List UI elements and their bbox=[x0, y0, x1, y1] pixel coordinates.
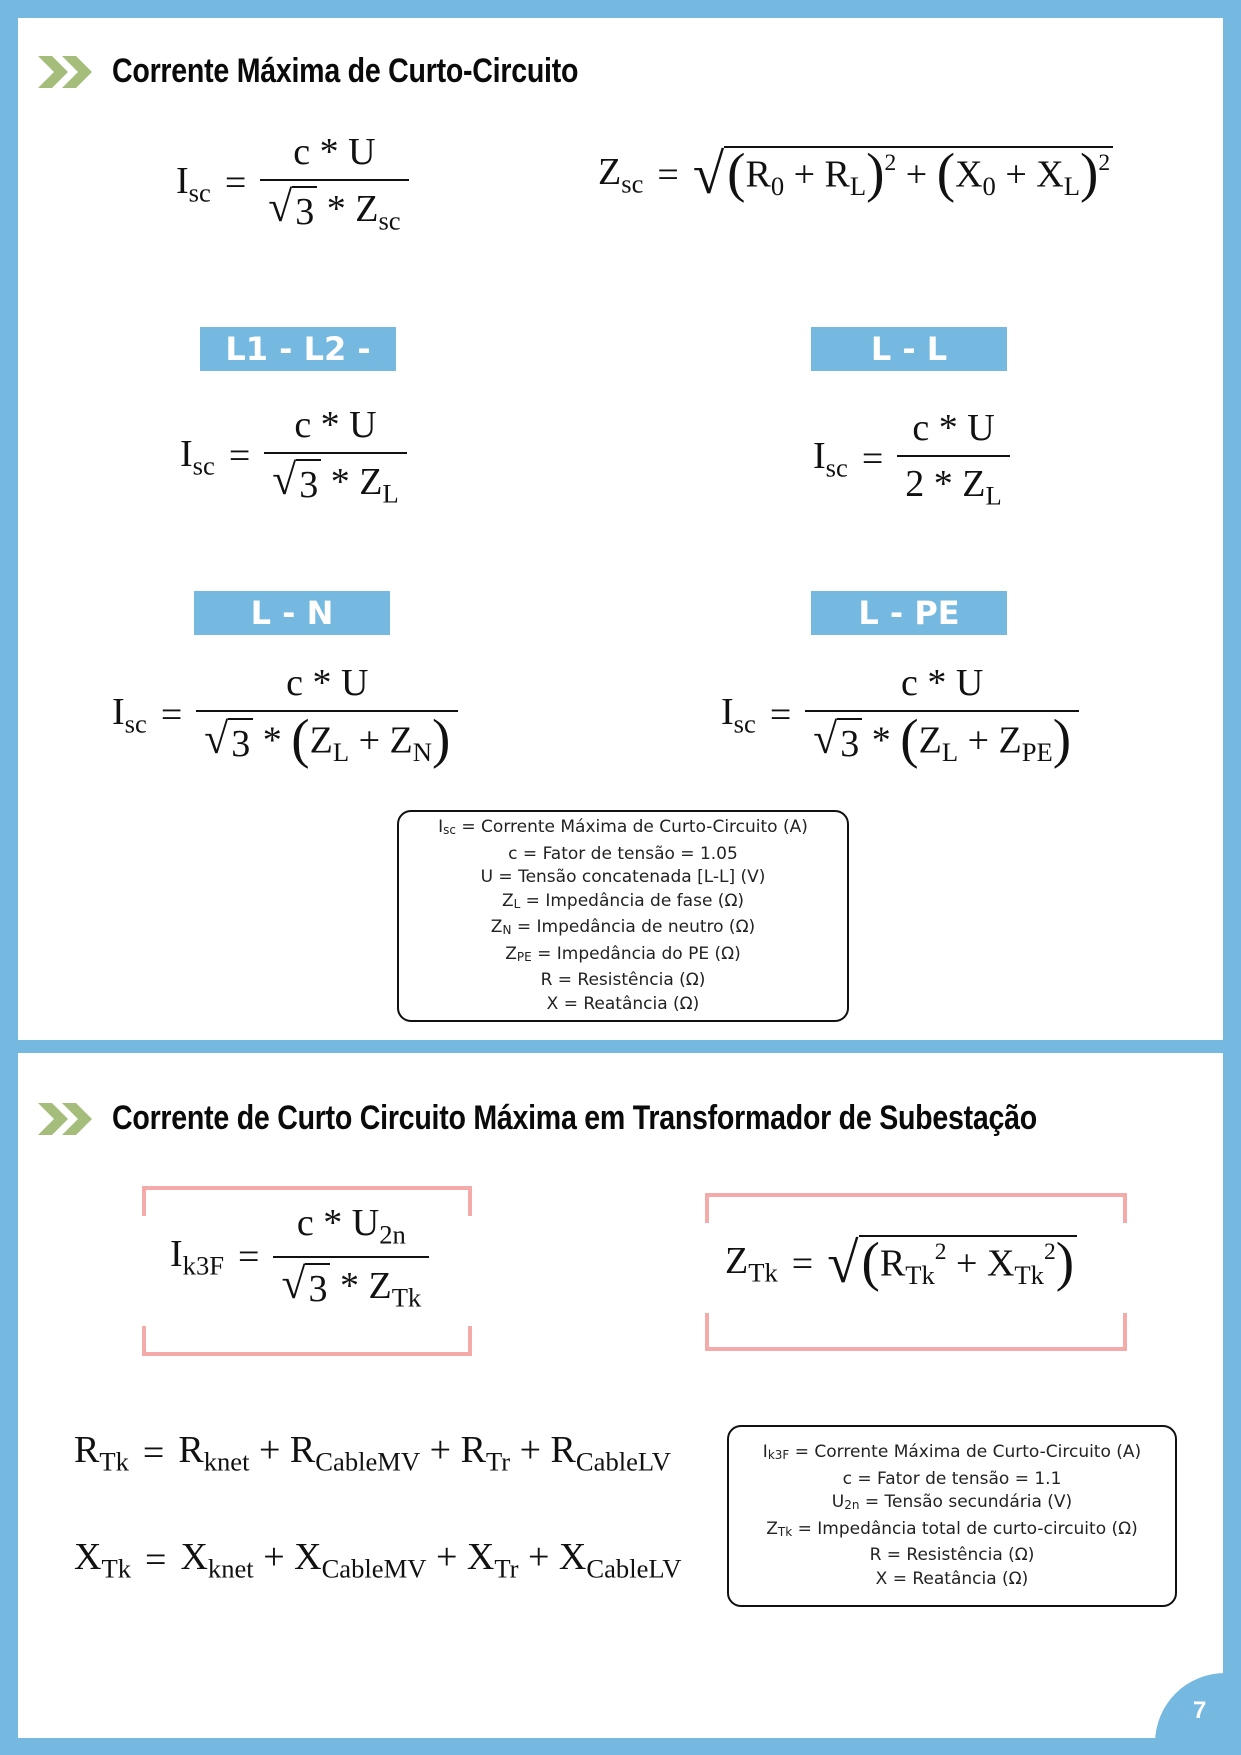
formula-ik3f: $I_{k3F}$ = c * $U_{2n}$ √ 3 * $Z_{Tk}$ bbox=[170, 1201, 429, 1313]
formula-zsc: $Z_{sc}$ = √ $(R_0 + R_L)^2 + (X_0 + X_L)^2$ bbox=[598, 146, 1113, 203]
formula-isc-general: $I_{sc}$ = c * U √ 3 * $Z_{sc}$ bbox=[176, 130, 409, 237]
double-chevron-icon bbox=[38, 1101, 94, 1137]
legend-row: ZTk = Impedância total de curto-circuito (Ω) bbox=[766, 1518, 1138, 1539]
legend-row: X = Reatância (Ω) bbox=[546, 993, 700, 1014]
legend-row: U2n = Tensão secundária (V) bbox=[831, 1492, 1073, 1512]
formula-isc-line-pe: $I_{sc}$ = c * U √ 3 * $(Z_L + Z_{PE})$ bbox=[721, 661, 1079, 768]
formula-isc-line-neutral: $I_{sc}$ = c * U √ 3 * $(Z_L + Z_N)$ bbox=[112, 661, 458, 768]
formula-isc-three-phase: $I_{sc}$ = c * U √ 3 * $Z_L$ bbox=[180, 403, 407, 510]
bottom-panel bbox=[18, 1053, 1223, 1738]
legend-row: Ik3F = Corrente Máxima de Curto-Circuito (A) bbox=[762, 1442, 1142, 1462]
double-chevron-icon bbox=[38, 54, 94, 90]
top-section-heading bbox=[38, 52, 667, 91]
bottom-section-title: Corrente de Curto Circuito Máxima em Transformador de Subestação bbox=[112, 1099, 1037, 1137]
legend-top bbox=[397, 810, 849, 1022]
formula-xtk: $X_{Tk}$ = $X_{knet} + X_{CableMV} + X_{Tr} + X_{CableLV}$ bbox=[74, 1536, 682, 1584]
legend-row: ZN = Impedância de neutro (Ω) bbox=[490, 917, 756, 937]
top-panel bbox=[18, 18, 1223, 1040]
legend-bottom bbox=[727, 1425, 1177, 1607]
legend-row: X = Reatância (Ω) bbox=[875, 1568, 1029, 1589]
formula-isc-line-line: $I_{sc}$ = $\frac{c * U}{2 * Z_L}$ bbox=[813, 406, 1010, 512]
legend-row: ZPE = Impedância do PE (Ω) bbox=[505, 943, 741, 964]
legend-row: R = Resistência (Ω) bbox=[540, 970, 706, 990]
legend-row: Isc = Corrente Máxima de Curto-Circuito (A) bbox=[438, 817, 808, 837]
top-section-title: Corrente Máxima de Curto-Circuito bbox=[112, 52, 579, 90]
legend-row: c = Fator de tensão = 1.1 bbox=[842, 1468, 1062, 1489]
formula-ztk: $Z_{Tk}$ = √ $(R_{Tk}^2 + X_{Tk}^2)$ bbox=[725, 1235, 1077, 1292]
label-line-neutral: L - N bbox=[194, 591, 390, 635]
label-line-pe: L - PE bbox=[811, 591, 1007, 635]
legend-row: U = Tensão concatenada [L-L] (V) bbox=[480, 867, 766, 887]
legend-row: c = Fator de tensão = 1.05 bbox=[508, 843, 738, 864]
formula-rtk: $R_{Tk}$ = $R_{knet} + R_{CableMV} + R_{Tr} + R_{CableLV}$ bbox=[74, 1429, 671, 1477]
legend-row: R = Resistência (Ω) bbox=[869, 1545, 1035, 1565]
label-three-phase: L1 - L2 - L3 bbox=[200, 327, 396, 371]
page-number: 7 bbox=[1155, 1673, 1241, 1755]
label-line-line: L - L bbox=[811, 327, 1007, 371]
legend-row: ZL = Impedância de fase (Ω) bbox=[501, 890, 745, 911]
bottom-section-heading bbox=[38, 1099, 1213, 1138]
